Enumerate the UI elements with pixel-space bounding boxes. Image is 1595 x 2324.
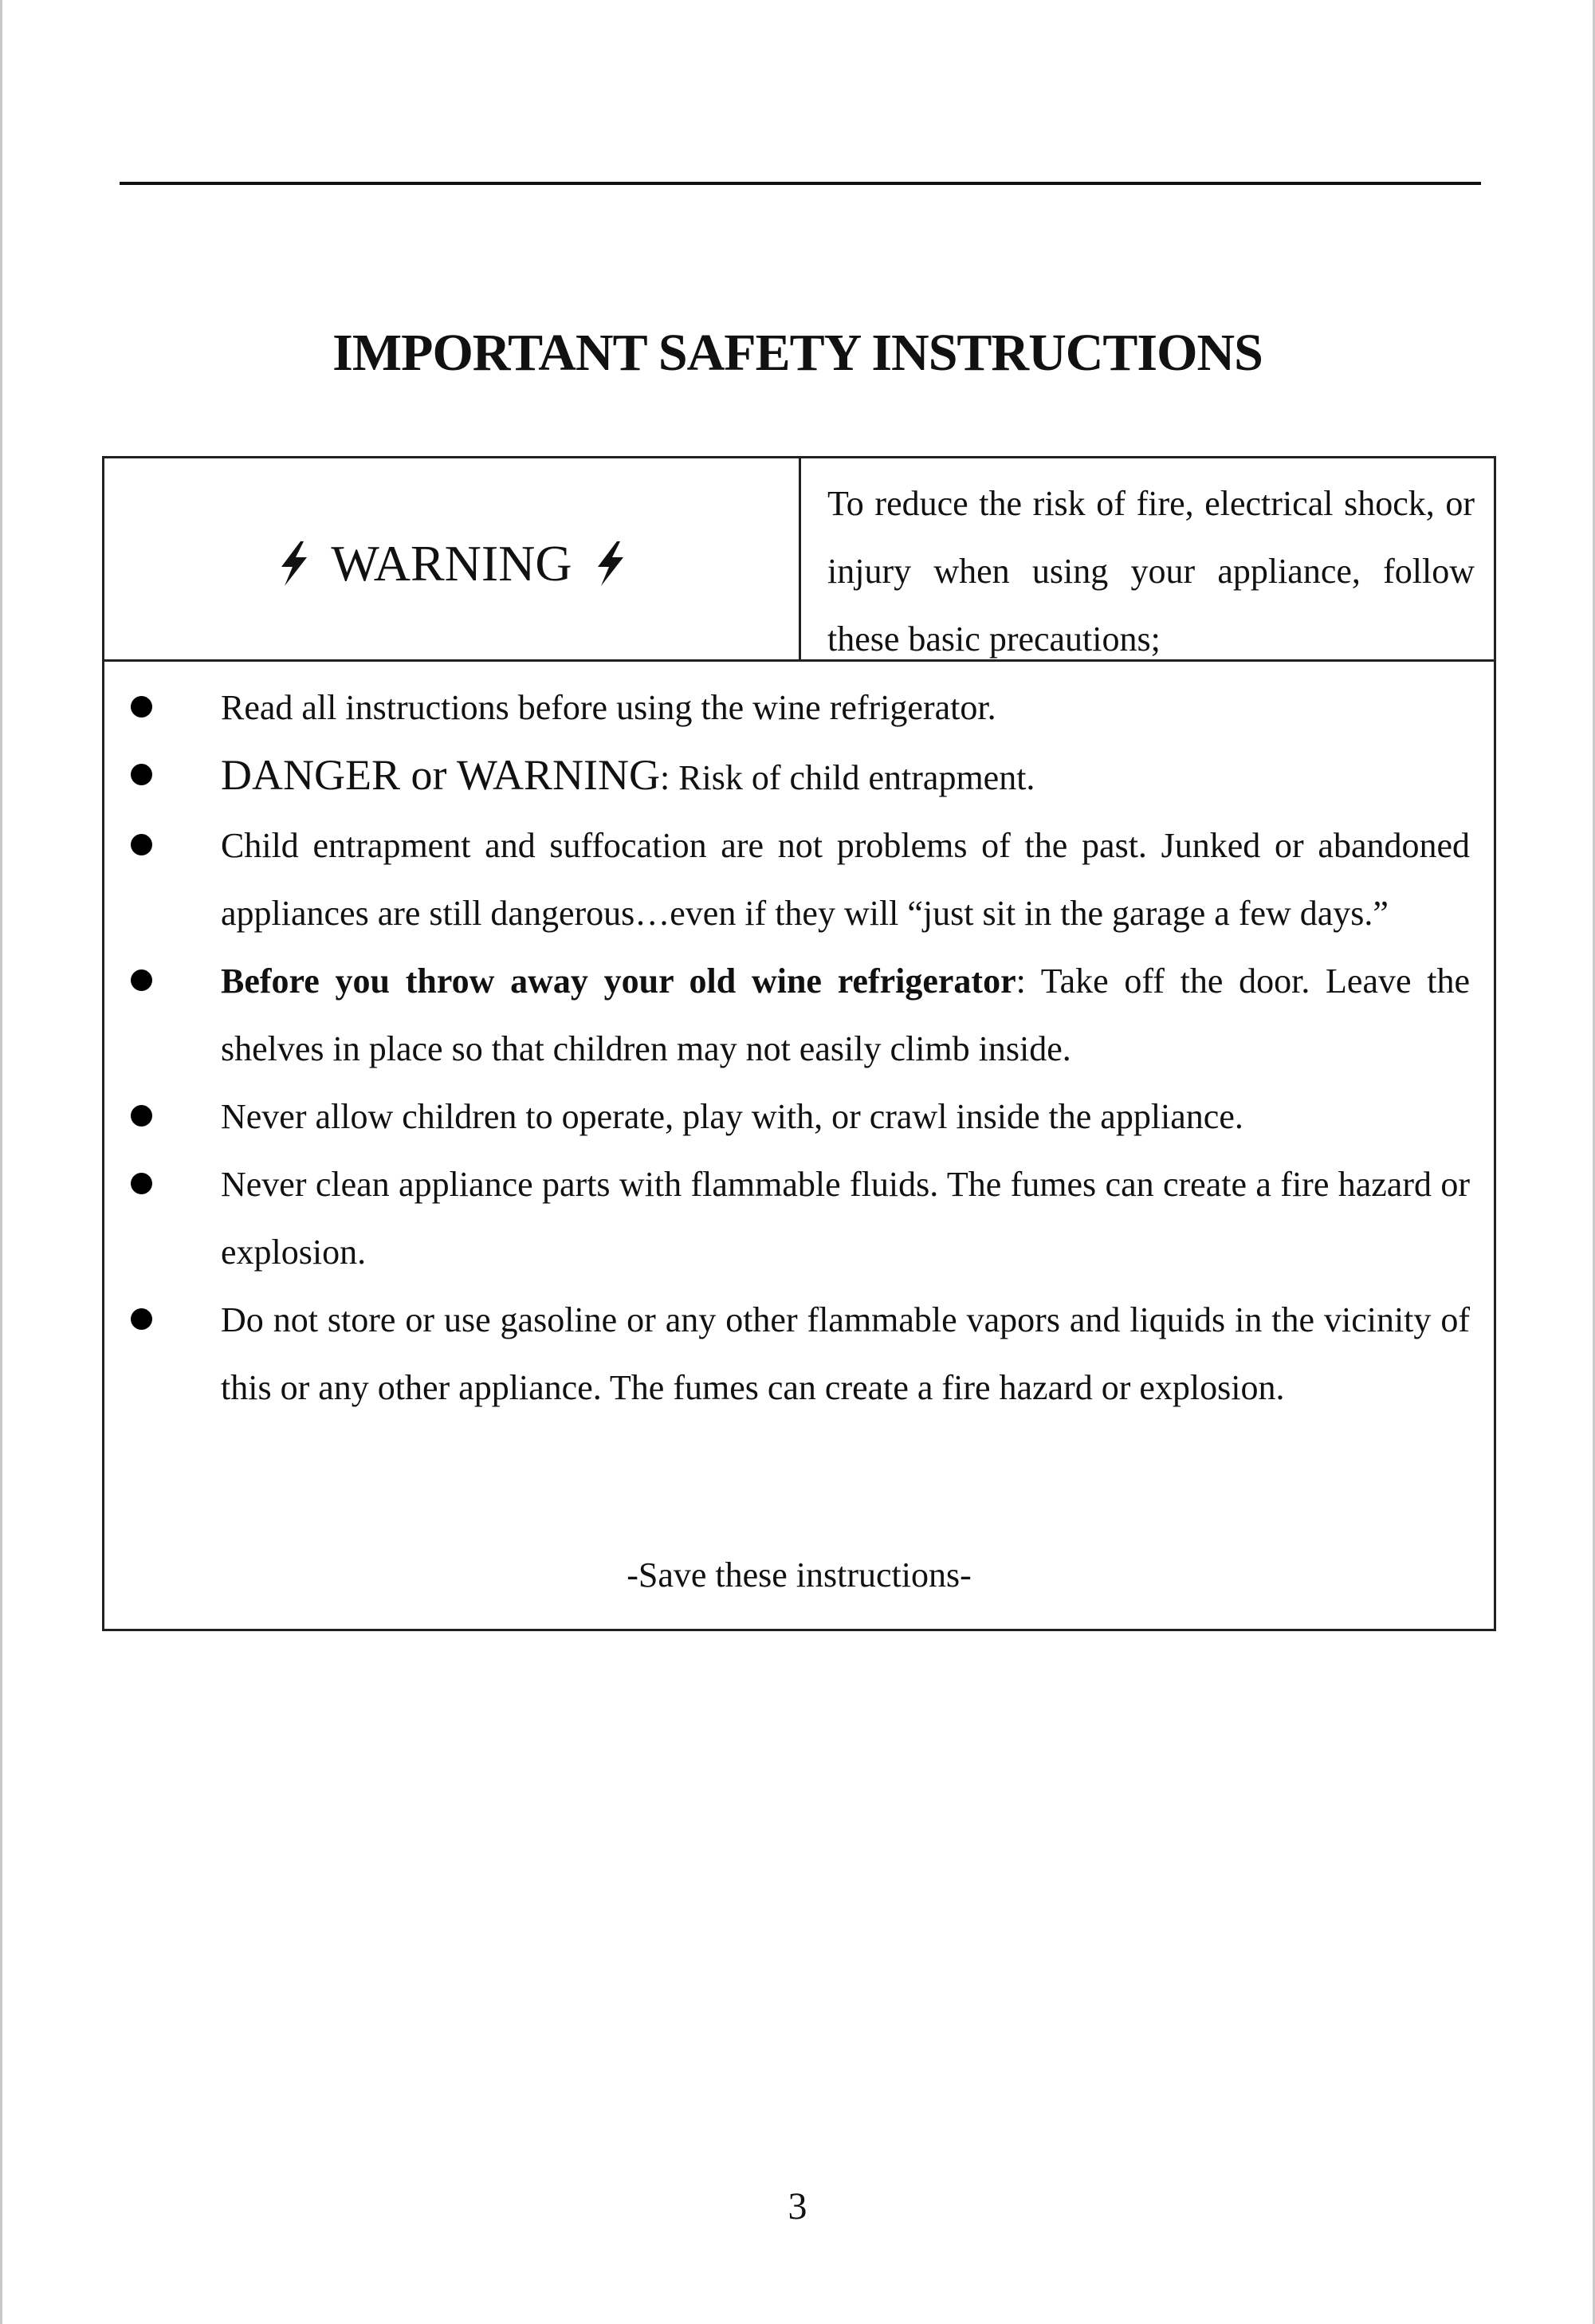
page-title: IMPORTANT SAFETY INSTRUCTIONS xyxy=(332,324,1263,382)
danger-warning-lead: DANGER or WARNING xyxy=(221,751,660,799)
header-rule xyxy=(120,182,1481,185)
list-item: Before you throw away your old wine refrigerator: Take off the door. Leave the shelves in place so that children may not easily climb inside. xyxy=(104,947,1494,1083)
instruction-list xyxy=(104,674,1494,1422)
bullet-icon xyxy=(131,1173,152,1194)
bullet-icon xyxy=(131,1308,152,1330)
list-item: Do not store or use gasoline or any other flammable vapors and liquids in the vicinity of this or any other appliance. The fumes can create a fire hazard or explosion. xyxy=(104,1286,1494,1422)
disposal-lead: Before you throw away your old wine refrigerator xyxy=(221,961,1016,1001)
lightning-bolt-icon xyxy=(593,541,627,586)
bullet-icon xyxy=(131,969,152,991)
page-number: 3 xyxy=(788,2185,807,2228)
list-item: Never clean appliance parts with flammable fluids. The fumes can create a fire hazard or explosion. xyxy=(104,1150,1494,1286)
bullet-icon xyxy=(131,834,152,855)
safety-box xyxy=(102,456,1496,1631)
warning-label-text: WARNING xyxy=(331,535,572,592)
lightning-bolt-icon xyxy=(277,541,310,586)
list-item: Child entrapment and suffocation are not problems of the past. Junked or abandoned appliances are still dangerous…even if they will “just sit in the garage a few days.” xyxy=(104,812,1494,947)
list-item: Never allow children to operate, play with, or crawl inside the appliance. xyxy=(104,1083,1494,1150)
bullet-icon xyxy=(131,764,152,785)
list-item: DANGER or WARNING: Risk of child entrapment. xyxy=(104,741,1494,812)
save-note: -Save these instructions- xyxy=(627,1555,972,1595)
list-item: Read all instructions before using the wine refrigerator. xyxy=(104,674,1494,741)
warning-label xyxy=(277,534,626,593)
warning-header xyxy=(104,458,1494,662)
bullet-icon xyxy=(131,696,152,718)
warning-label-cell xyxy=(104,458,801,659)
warning-text: To reduce the risk of fire, electrical shock, or injury when using your appliance, follow these basic precautions; xyxy=(827,484,1475,659)
bullet-icon xyxy=(131,1105,152,1127)
